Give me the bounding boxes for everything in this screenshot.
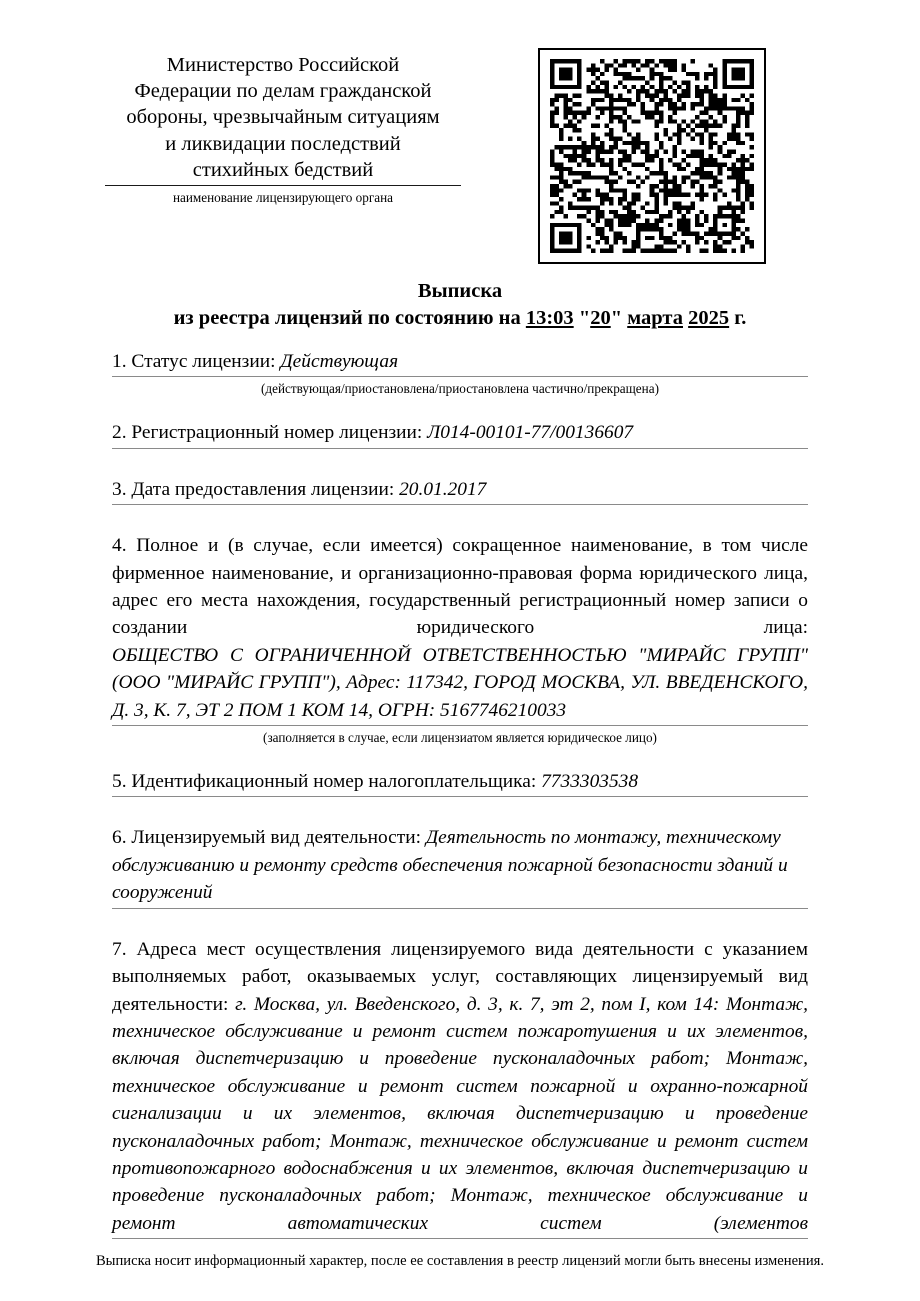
item-3-rule bbox=[112, 504, 808, 505]
title-line-2 bbox=[0, 305, 920, 332]
document-body bbox=[112, 348, 808, 1239]
title-year: 2025 bbox=[688, 307, 730, 329]
item-3-number: 3. bbox=[112, 478, 127, 500]
item-4-caption: (заполняется в случае, если лицензиатом является юридическое лицо) bbox=[263, 730, 657, 746]
item-5-label: Идентификационный номер налогоплательщика: bbox=[131, 771, 537, 793]
item-6-number: 6. bbox=[112, 827, 127, 849]
title-month: марта bbox=[627, 307, 683, 329]
item-taxpayer-number bbox=[112, 768, 808, 797]
title-quote-close: " bbox=[610, 307, 623, 329]
authority-line-3: обороны, чрезвычайным ситуациям bbox=[126, 106, 440, 129]
item-licensed-activity bbox=[112, 824, 808, 908]
item-1-label: Статус лицензии: bbox=[131, 351, 276, 372]
item-6-rule bbox=[112, 908, 808, 909]
item-7-value: г. Москва, ул. Введенского, д. 3, к. 7, эт 2, пом I, ком 14: Монтаж, техническое обслуживание и ремонт систем пожаротушения и их элементов, включая диспетчеризацию и проведение пусконаладочных работ; Монтаж, техническое обслуживание и ремонт систем пожарной и охранно-пожарной сигнализации и их элементов, включая диспетчеризацию и проведение пусконаладочных работ; Монтаж, техническое обслуживание и ремонт систем противопожарного водоснабжения и их элементов, включая диспетчеризацию и проведение пусконаладочных работ; Монтаж, техническое обслуживание и ремонт автоматических систем (элементов bbox=[112, 993, 808, 1234]
item-2-number: 2. bbox=[112, 422, 127, 444]
licensing-authority-block bbox=[105, 52, 461, 206]
document-footer bbox=[0, 1252, 920, 1271]
spacer-1 bbox=[112, 397, 808, 419]
item-5-number: 5. bbox=[112, 771, 127, 793]
item-7-label: Адреса мест осуществления лицензируемого вида деятельности с указанием выполняемых работ, оказываемых услуг, составляющих лицензируемый вид деятельности: bbox=[112, 938, 808, 1015]
item-5-value: 7733303538 bbox=[541, 771, 639, 793]
licensing-authority-name bbox=[105, 52, 461, 183]
title-line-1: Выписка bbox=[417, 280, 503, 302]
item-3-label: Дата предоставления лицензии: bbox=[131, 478, 395, 500]
spacer-6 bbox=[112, 909, 808, 936]
item-activity-addresses bbox=[112, 936, 808, 1239]
item-4-value: ОБЩЕСТВО С ОГРАНИЧЕННОЙ ОТВЕТСТВЕННОСТЬЮ "МИРАЙС ГРУПП" (ООО "МИРАЙС ГРУПП"), Адрес: 117342, ГОРОД МОСКВА, УЛ. ВВЕДЕНСКОГО, Д. 3, К. 7, ЭТ 2 ПОМ 1 КОМ 14, ОГРН: 5167746210033 bbox=[112, 644, 808, 721]
item-5-line bbox=[112, 768, 808, 795]
item-1-line bbox=[112, 348, 808, 375]
title-prefix: из реестра лицензий по состоянию на bbox=[173, 307, 526, 329]
authority-caption: наименование лицензирующего органа bbox=[172, 190, 394, 206]
authority-line-5: стихийных бедствий bbox=[192, 158, 374, 181]
authority-line-1: Министерство Российской bbox=[166, 54, 400, 76]
item-2-rule bbox=[112, 448, 808, 449]
item-issue-date bbox=[112, 476, 808, 505]
qr-code bbox=[538, 48, 766, 264]
title-quote-open: " bbox=[578, 307, 591, 329]
item-2-line bbox=[112, 419, 808, 446]
spacer-2 bbox=[112, 449, 808, 476]
item-1-value: Действующая bbox=[280, 351, 399, 372]
item-7-block bbox=[112, 936, 808, 1237]
spacer-4 bbox=[112, 746, 808, 768]
item-status-license bbox=[112, 348, 808, 397]
item-6-value: Деятельность по монтажу, техническому обслуживанию и ремонту средств обеспечения пожарной безопасности зданий и сооружений bbox=[112, 827, 788, 904]
footer-note: Выписка носит информационный характер, после ее составления в реестр лицензий могли быть внесены изменения. bbox=[95, 1253, 825, 1269]
authority-line-2: Федерации по делам гражданской bbox=[134, 80, 432, 103]
item-legal-entity bbox=[112, 532, 808, 746]
item-6-block bbox=[112, 824, 808, 906]
item-1-caption: (действующая/приостановлена/приостановлена частично/прекращена) bbox=[261, 381, 659, 397]
item-5-rule bbox=[112, 796, 808, 797]
qr-code-image bbox=[550, 59, 754, 253]
item-7-number: 7. bbox=[112, 938, 127, 960]
item-1-number: 1. bbox=[112, 351, 127, 372]
item-2-label: Регистрационный номер лицензии: bbox=[131, 422, 423, 444]
document-header bbox=[0, 52, 920, 272]
item-4-label: Полное и (в случае, если имеется) сокращенное наименование, в том числе фирменное наименование, и организационно-правовая форма юридического лица, адрес его места нахождения, государственный регистрационный номер записи о создании юридического лица: bbox=[112, 535, 808, 639]
spacer-5 bbox=[112, 797, 808, 824]
item-3-line bbox=[112, 476, 808, 503]
item-4-number: 4. bbox=[112, 535, 127, 557]
title-time: 13:03 bbox=[525, 307, 574, 329]
authority-line-4: и ликвидации последствий bbox=[165, 132, 401, 155]
title-suffix: г. bbox=[729, 307, 747, 329]
spacer-3 bbox=[112, 505, 808, 532]
title-day: 20 bbox=[590, 307, 611, 329]
item-4-label-block bbox=[112, 532, 808, 642]
document-title bbox=[0, 278, 920, 332]
item-6-label: Лицензируемый вид деятельности: bbox=[131, 827, 421, 849]
item-2-value: Л014-00101-77/00136607 bbox=[427, 422, 634, 444]
item-registration-number bbox=[112, 419, 808, 448]
item-3-value: 20.01.2017 bbox=[399, 478, 487, 500]
item-7-rule bbox=[112, 1238, 808, 1239]
